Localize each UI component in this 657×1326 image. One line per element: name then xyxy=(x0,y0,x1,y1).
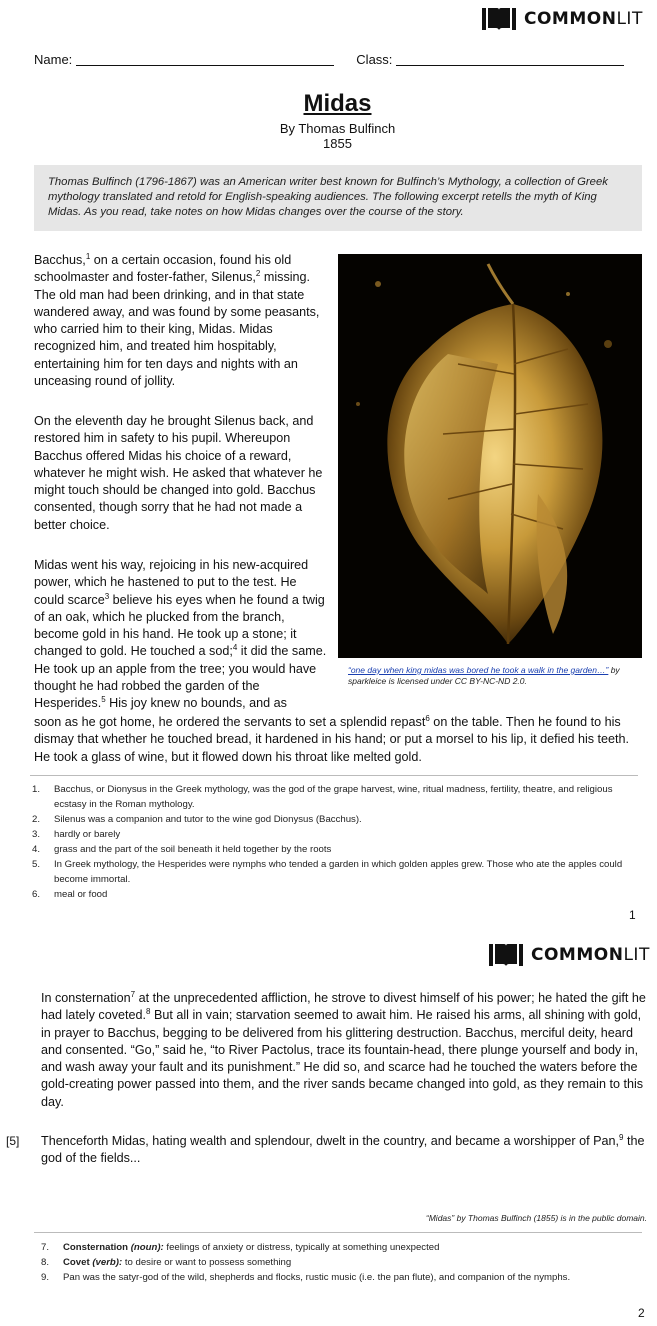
name-class-row xyxy=(34,52,624,67)
logo-wordmark: COMMONLIT xyxy=(524,9,643,29)
footnote-6: 6. meal or food xyxy=(32,889,108,900)
footnote-ref[interactable]: 5 xyxy=(101,695,106,705)
class-label: Class: xyxy=(356,52,393,67)
page-number-2: 2 xyxy=(638,1306,645,1320)
golden-leaf-image xyxy=(338,254,642,658)
image-caption: “one day when king midas was bored he took a walk in the garden…” by sparkleice is licensed under CC BY-NC-ND 2.0. xyxy=(348,665,620,686)
commonlit-logo xyxy=(481,6,643,32)
paragraph-4: In consternation$^7$ at the unprecedented affliction, he strove to divest himself of his power; he hated the gift he had lately coveted.$^8$ But all in vain; starvation seemed to await him. He raised his arms, all shining with gold, in prayer to Bacchus, begging to be delivered from his glittering destruction. Bacchus, merciful deity, heard and consented. “Go,” said he, “to River Pactolus, trace its fountain-head, there plunge yourself and body in, and wash away your fault and its punishment.” He did so, and scarce had he touched the waters before the gold-creating power passed into them, and the river sands became changed into gold, as they remain to this day. xyxy=(41,989,646,1109)
logo-wordmark: COMMONLIT xyxy=(531,945,650,965)
intro-box: Thomas Bulfinch (1796-1867) was an American writer best known for Bulfinch’s Mythology, a collection of Greek mythology translated and retold for English-speaking audiences. The following excerpt retells the myth of King Midas. As you read, take notes on how Midas changes over the course of the story. xyxy=(34,165,642,231)
year: 1855 xyxy=(323,136,352,151)
commonlit-logo xyxy=(488,942,650,968)
footnote-ref[interactable]: 4 xyxy=(232,643,238,653)
footnotes-page-2 xyxy=(41,1240,641,1285)
name-field[interactable] xyxy=(76,52,334,66)
footnote-ref[interactable]: 3 xyxy=(104,591,110,601)
leaf-illustration xyxy=(338,254,642,658)
line-number: [5] xyxy=(6,1134,20,1148)
footnote-ref[interactable]: 1 xyxy=(85,251,91,261)
paragraph-3-continued: soon as he got home, he ordered the servants to set a splendid repast$^6$ on the table. Then he found to his dismay that whether he touched bread, it hardened in his hand; or put a morsel to his lip, it defied his teeth. He took a glass of wine, but it flowed down his throat like melted gold. xyxy=(34,713,630,764)
footnotes-page-1 xyxy=(32,782,642,902)
class-field[interactable] xyxy=(396,52,624,66)
footnote-9: 9. Pan was the satyr-god of the wild, shepherds and flocks, rustic music (i.e. the pan flute), and companion of the nymphs. xyxy=(41,1272,571,1283)
footnote-ref[interactable]: 7 xyxy=(130,989,136,999)
page-title: Midas xyxy=(303,90,372,117)
footnote-4: 4. grass and the part of the soil beneath it held together by the roots xyxy=(32,844,332,855)
book-icon xyxy=(481,6,517,32)
author: By Thomas Bulfinch xyxy=(279,121,396,136)
footnote-ref[interactable]: 9 xyxy=(619,1132,624,1142)
footnote-7: 7. Consternation (noun): feelings of anxiety or distress, typically at something unexpected xyxy=(41,1242,440,1253)
name-label: Name: xyxy=(34,52,73,67)
paragraph-3-column: Midas went his way, rejoicing in his new-acquired power, which he hastened to put to the test. He could scarce$^3$ believe his eyes when he found a twig of an oak, which he plucked from the branch, become gold in his hand. He took up a stone; it changed to gold. He touched a sod;$^4$ it did the same. He took up an apple from the tree; you would have thought he had robbed the garden of the Hesperides.$^5$ His joy knew no bounds, and as xyxy=(34,558,327,711)
footnote-ref[interactable]: 8 xyxy=(146,1007,151,1017)
footnote-divider xyxy=(30,775,638,776)
book-icon xyxy=(488,942,524,968)
footnote-2: 2. Silenus was a companion and tutor to the wine god Dionysus (Bacchus). xyxy=(32,814,362,825)
footnote-3: 3. hardly or barely xyxy=(32,829,121,840)
footnote-ref[interactable]: 2 xyxy=(255,269,261,279)
footnote-5: 5. In Greek mythology, the Hesperides were nymphs who tended a garden in which golden apples grew. Those who ate the apples could become immortal. xyxy=(32,859,623,885)
footnote-divider xyxy=(34,1232,642,1233)
footnote-ref[interactable]: 6 xyxy=(425,713,430,723)
paragraph-5: Thenceforth Midas, hating wealth and splendour, dwelt in the country, and became a worshipper of Pan,$^9$ the god of the fields... xyxy=(41,1132,645,1166)
footnote-1: 1. Bacchus, or Dionysus in the Greek mythology, was the god of the grape harvest, wine, ritual madness, fertility, theatre, and religious ecstasy in the Roman mythology. xyxy=(32,784,613,810)
paragraph-1: Bacchus,$^1$ on a certain occasion, found his old schoolmaster and foster-father, Silenus,$^2$ missing. The old man had been drinking, and in that state wandered away, and was found by some peasants, who carried him to their king, Midas. Midas recognized him, and treated him hospitably, entertaining him for ten days and nights with an unceasing round of jollity. xyxy=(34,251,320,389)
public-domain-note: “Midas” by Thomas Bulfinch (1855) is in the public domain. xyxy=(425,1213,647,1223)
image-source-link[interactable]: “one day when king midas was bored he took a walk in the garden…” xyxy=(348,665,609,675)
byline xyxy=(0,121,657,151)
footnote-8: 8. Covet (verb): to desire or want to possess something xyxy=(41,1257,292,1268)
page-number-1: 1 xyxy=(629,908,636,922)
paragraph-2: On the eleventh day he brought Silenus back, and restored him in safety to his pupil. Whereupon Bacchus offered Midas his choice of a reward, whatever he might wish. He asked that whatever he might touch should be changed into gold. Bacchus consented, though sorry that he had not made a better choice. xyxy=(34,414,323,532)
